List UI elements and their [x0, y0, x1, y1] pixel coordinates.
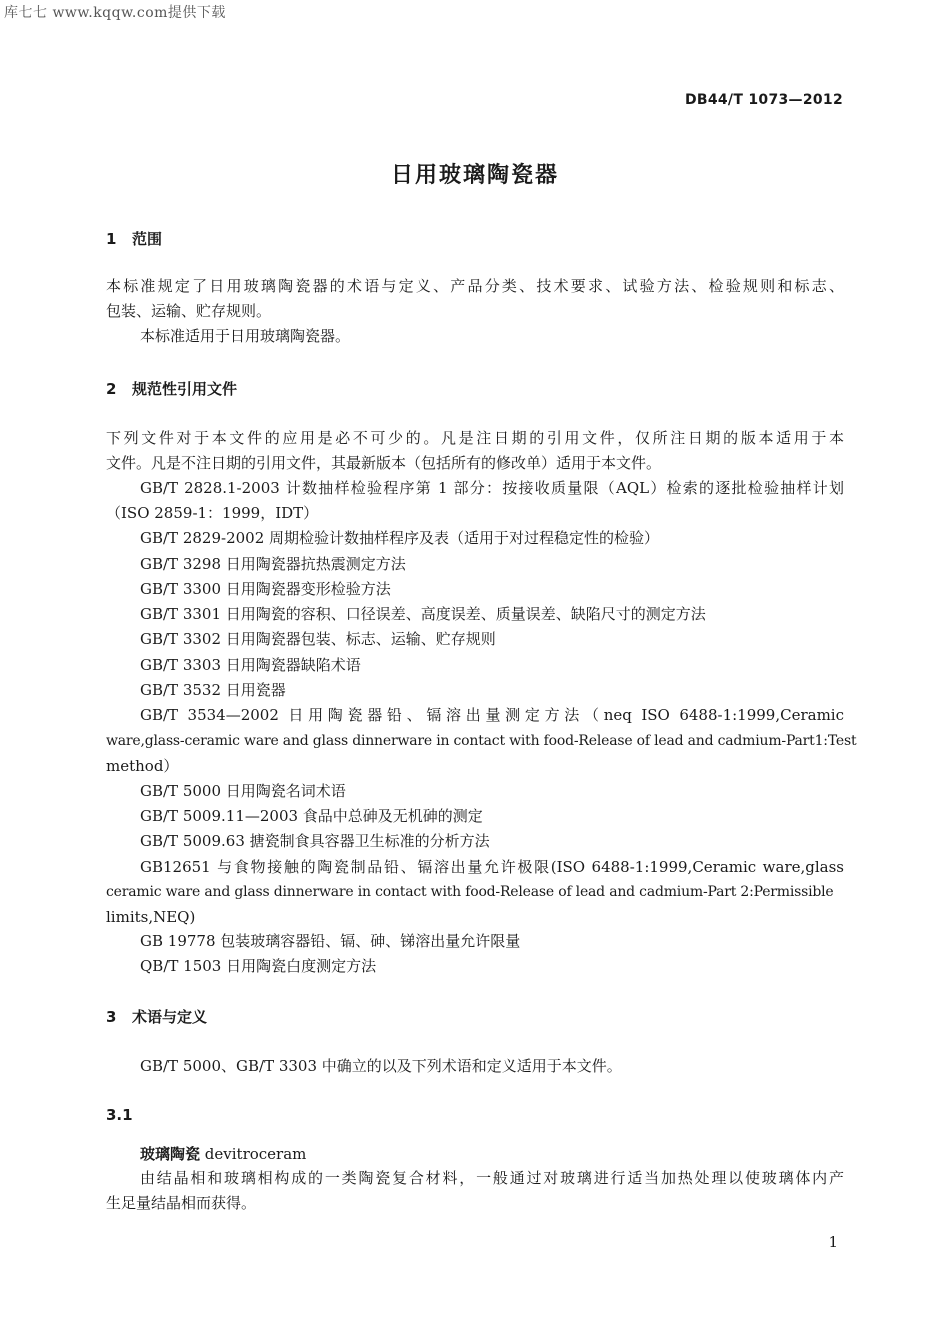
reference-line: GB 19778 包装玻璃容器铅、镉、砷、锑溶出量允许限量 [140, 932, 521, 950]
reference-line: GB/T 3534—2002 日用陶瓷器铅、镉溶出量测定方法（neq ISO 6488-1:1999,Ceramic [140, 706, 844, 724]
page-number: 1 [828, 1233, 838, 1251]
reference-line: method） [106, 757, 179, 775]
reference-line: QB/T 1503 日用陶瓷白度测定方法 [140, 957, 377, 975]
reference-line: GB/T 3303 日用陶瓷器缺陷术语 [140, 656, 361, 674]
reference-line: GB/T 3532 日用瓷器 [140, 681, 286, 699]
reference-line: GB/T 5009.63 搪瓷制食具容器卫生标准的分析方法 [140, 832, 490, 850]
term-chinese: 玻璃陶瓷 [140, 1145, 201, 1163]
section-title: 术语与定义 [132, 1008, 208, 1026]
reference-line: GB12651 与食物接触的陶瓷制品铅、镉溶出量允许极限(ISO 6488-1:1999,Ceramic ware,glass [140, 858, 844, 876]
paragraph-line: 本标准适用于日用玻璃陶瓷器。 [140, 327, 351, 345]
reference-line: GB/T 2829-2002 周期检验计数抽样程序及表（适用于对过程稳定性的检验） [140, 529, 660, 547]
section-1-heading [106, 228, 162, 249]
page-title: 日用玻璃陶瓷器 [390, 163, 559, 188]
term-english: devitroceram [204, 1145, 307, 1163]
term-entry [140, 1144, 306, 1164]
paragraph-line: 本标准规定了日用玻璃陶瓷器的术语与定义、产品分类、技术要求、试验方法、检验规则和标志、 [106, 277, 844, 295]
reference-line: GB/T 2828.1-2003 计数抽样检验程序第 1 部分：按接收质量限（AQL）检索的逐批检验抽样计划 [140, 479, 844, 497]
reference-line: GB/T 5000 日用陶瓷名词术语 [140, 782, 346, 800]
reference-line: ware,glass-ceramic ware and glass dinnerware in contact with food-Release of lead and cadmium-Part1:Test [106, 733, 857, 749]
definition-line: 由结晶相和玻璃相构成的一类陶瓷复合材料，一般通过对玻璃进行适当加热处理以使玻璃体内产 [140, 1169, 844, 1187]
subsection-number: 3.1 [106, 1106, 133, 1124]
standard-code: DB44/T 1073—2012 [684, 92, 843, 108]
reference-line: GB/T 3302 日用陶瓷器包装、标志、运输、贮存规则 [140, 630, 496, 648]
section-title: 规范性引用文件 [132, 380, 238, 398]
reference-line: GB/T 3301 日用陶瓷的容积、口径误差、高度误差、质量误差、缺陷尺寸的测定方法 [140, 605, 706, 623]
paragraph-line: 包装、运输、贮存规则。 [106, 302, 272, 320]
reference-line: limits,NEQ) [106, 908, 196, 926]
reference-line: GB/T 5009.11—2003 食品中总砷及无机砷的测定 [140, 807, 483, 825]
reference-line: GB/T 3300 日用陶瓷器变形检验方法 [140, 580, 391, 598]
watermark-text: 库七七 www.kqqw.com提供下载 [4, 5, 226, 21]
reference-line: GB/T 3298 日用陶瓷器抗热震测定方法 [140, 555, 406, 573]
section-2-heading [106, 378, 237, 399]
section-3-heading [106, 1006, 207, 1027]
paragraph-line: 下列文件对于本文件的应用是必不可少的。凡是注日期的引用文件，仅所注日期的版本适用于本 [106, 429, 844, 447]
section-number: 2 [106, 380, 117, 398]
section-title: 范围 [132, 230, 163, 248]
section-number: 3 [106, 1008, 117, 1026]
definition-line: 生足量结晶相而获得。 [106, 1194, 257, 1212]
reference-line: ceramic ware and glass dinnerware in contact with food-Release of lead and cadmium-Part 2:Permissible [106, 884, 834, 900]
reference-line: （ISO 2859-1：1999，IDT） [106, 504, 319, 522]
paragraph-line: 文件。凡是不注日期的引用文件，其最新版本（包括所有的修改单）适用于本文件。 [106, 454, 662, 472]
paragraph-line: GB/T 5000、GB/T 3303 中确立的以及下列术语和定义适用于本文件。 [140, 1057, 622, 1075]
section-number: 1 [106, 230, 117, 248]
